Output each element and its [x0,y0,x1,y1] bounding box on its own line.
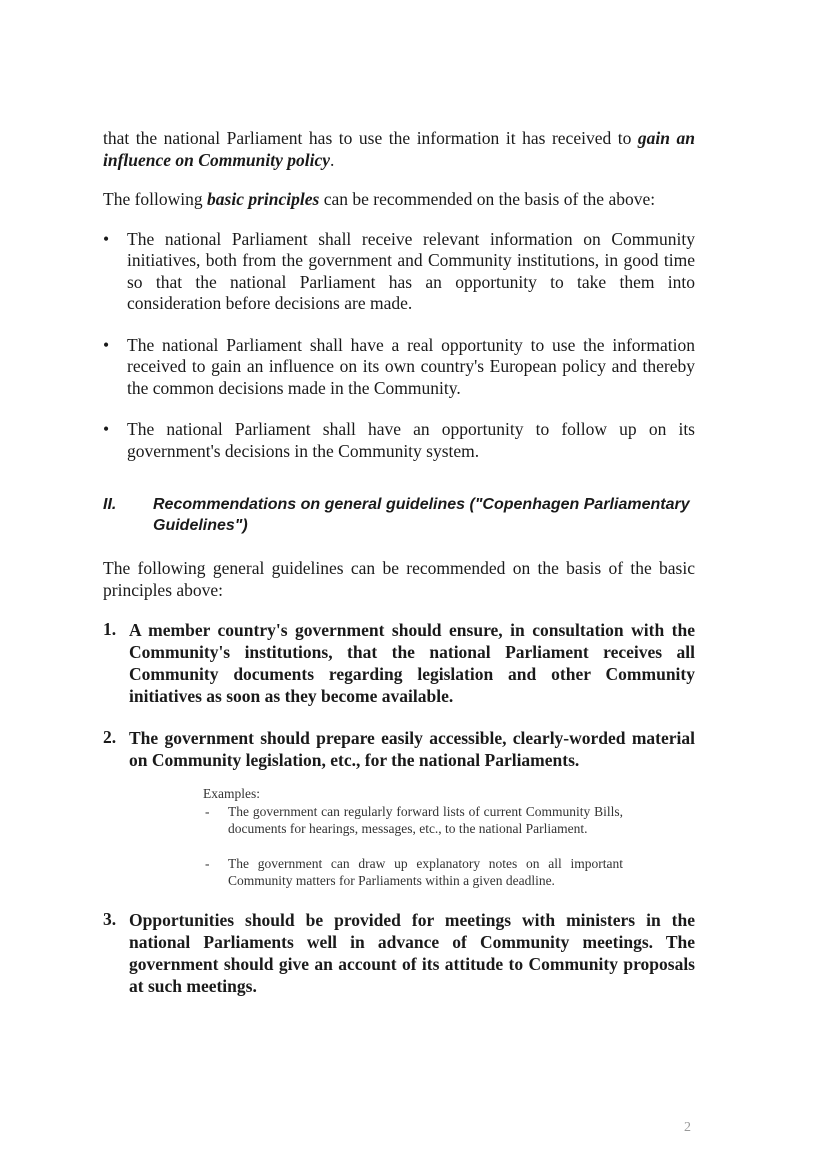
guidelines-intro-paragraph: The following general guidelines can be recommended on the basis of the basic principles above: [103,558,695,600]
list-item [103,909,695,997]
example-text: The government can regularly forward lists of current Community Bills, documents for hearings, messages, etc., to the national Parliament. [228,804,623,836]
principles-list [103,229,695,463]
intro-period: . [330,149,335,170]
section-number: II. [103,496,117,513]
bullet-icon: • [103,334,110,355]
bullet-icon: • [103,228,110,249]
principle-text: The national Parliament shall have a real opportunity to use the information received to gain an influence on its own country's European policy and thereby the common decisions made in the Community. [127,334,695,398]
example-item [203,803,623,837]
guideline-text: A member country's government should ensure, in consultation with the Community's institutions, that the national Parliament receives all Community documents regarding legislation and other Community initiatives as soon as they become available. [129,620,695,706]
list-item [103,619,695,707]
intro-paragraph [103,128,695,171]
list-item [103,727,695,889]
examples-label: Examples: [203,786,260,801]
section-title: Recommendations on general guidelines ("Copenhagen Parliamentary Guidelines") [153,496,690,534]
example-text: The government can draw up explanatory notes on all important Community matters for Parliaments within a given deadline. [228,856,623,888]
document-page [103,128,695,1017]
intro-emphasis: gain an influence on Community policy [103,128,695,170]
guideline-text: Opportunities should be provided for meetings with ministers in the national Parliaments well in advance of Community meetings. The government should give an account of its attitude to Community proposals at such meetings. [129,910,695,996]
section-heading [103,494,695,536]
examples-block [203,785,623,889]
list-item [103,229,695,315]
list-item [103,419,695,462]
list-item [103,335,695,400]
guideline-number: 1. [103,619,117,639]
guideline-number: 3. [103,909,117,929]
guideline-number: 2. [103,727,117,747]
principles-intro-tail: can be recommended on the basis of the above: [319,189,656,209]
principles-intro-paragraph [103,189,695,211]
principles-intro-text: The following [103,189,208,209]
guideline-text: The government should prepare easily accessible, clearly-worded material on Community legislation, etc., for the national Parliaments. [129,728,695,770]
dash-icon: - [205,856,210,871]
dash-icon: - [205,804,210,819]
intro-text: that the national Parliament has to use the information it has received to [103,128,638,148]
principle-text: The national Parliament shall have an opportunity to follow up on its government's decisions in the Community system. [127,419,695,461]
page-number: 2 [684,1120,691,1135]
bullet-icon: • [103,419,110,439]
principle-text: The national Parliament shall receive relevant information on Community initiatives, both from the government and Community institutions, in good time so that the national Parliament has an opportunity to take them into consideration before decisions are made. [127,228,695,313]
example-item [203,855,623,889]
principles-intro-emphasis: basic principles [207,189,320,209]
guidelines-list [103,619,695,997]
